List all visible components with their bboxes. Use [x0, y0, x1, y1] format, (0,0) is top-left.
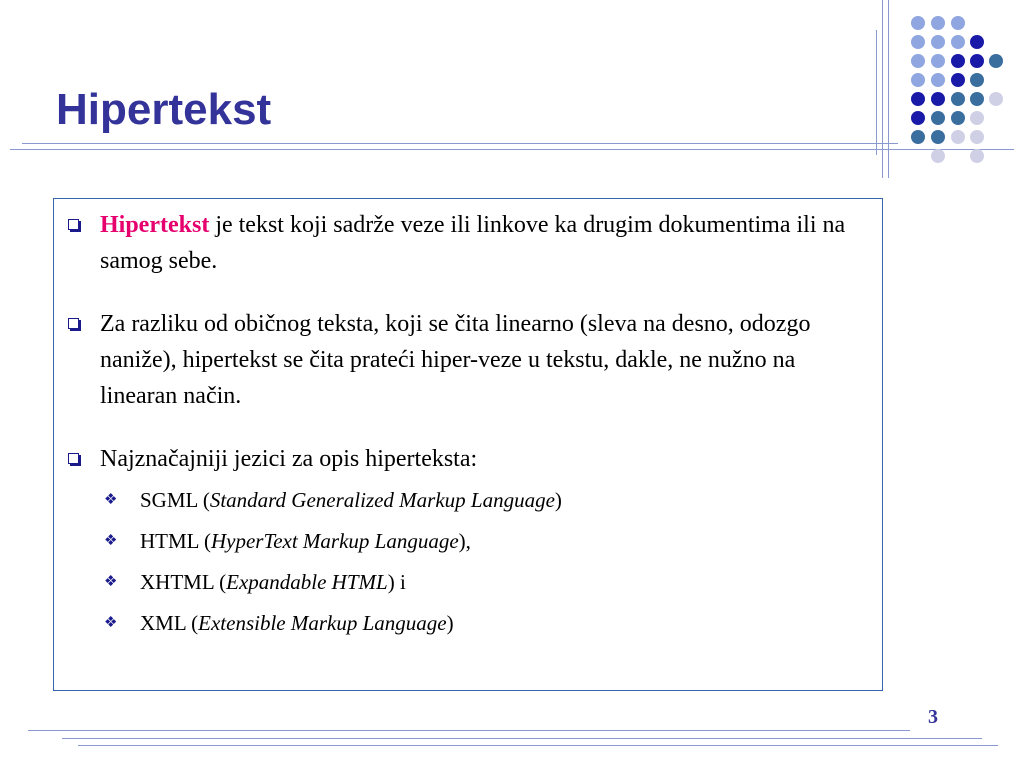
deco-vline-1	[876, 30, 877, 155]
highlight-term: Hipertekst	[100, 212, 210, 238]
footer-line-middle	[62, 738, 982, 739]
list-item-sgml: SGML (Standard Generalized Markup Language)	[140, 488, 562, 512]
deco-dot	[911, 54, 925, 68]
deco-dot	[931, 149, 945, 163]
deco-dot	[931, 16, 945, 30]
deco-vline-2	[882, 0, 883, 178]
paragraph-hypertext-definition	[100, 207, 870, 279]
deco-dot	[970, 54, 984, 68]
square-bullet-icon	[68, 318, 79, 329]
deco-dot	[951, 73, 965, 87]
deco-dot	[951, 54, 965, 68]
deco-dot	[970, 73, 984, 87]
title-divider-top	[22, 143, 898, 144]
deco-dot	[931, 35, 945, 49]
deco-dot	[931, 73, 945, 87]
deco-dot	[931, 54, 945, 68]
list-item-xml: XML (Extensible Markup Language)	[140, 611, 454, 635]
deco-dot	[931, 92, 945, 106]
list-item-html: HTML (HyperText Markup Language),	[140, 529, 471, 553]
paragraph-reading-mode: Za razliku od običnog teksta, koji se čita linearno (sleva na desno, odozgo naniže), hipertekst se čita prateći hiper-veze u tekstu, dakle, ne nužno na linearan način.	[100, 311, 811, 409]
deco-dot	[911, 35, 925, 49]
deco-dot	[970, 35, 984, 49]
diamond-bullet-icon: ❖	[104, 574, 118, 590]
deco-dot	[970, 92, 984, 106]
deco-dot	[911, 111, 925, 125]
title-divider-bottom	[10, 149, 1014, 150]
deco-dot	[931, 130, 945, 144]
deco-dot	[911, 92, 925, 106]
deco-dot	[951, 130, 965, 144]
deco-dot	[931, 111, 945, 125]
deco-dot	[970, 149, 984, 163]
deco-dot	[911, 130, 925, 144]
footer-line-top	[28, 730, 910, 731]
deco-dot	[951, 35, 965, 49]
deco-dot	[911, 16, 925, 30]
diamond-bullet-icon: ❖	[104, 533, 118, 549]
paragraph-languages-intro: Najznačajniji jezici za opis hiperteksta:	[100, 446, 478, 472]
paragraph-text: je tekst koji sadrže veze ili linkove ka drugim dokumentima ili na samog sebe.	[100, 212, 846, 274]
deco-dot	[951, 16, 965, 30]
diamond-bullet-icon: ❖	[104, 492, 118, 508]
square-bullet-icon	[68, 453, 79, 464]
slide-title: Hipertekst	[56, 85, 272, 134]
square-bullet-icon	[68, 219, 79, 230]
deco-dot	[970, 130, 984, 144]
deco-dot	[951, 92, 965, 106]
list-item-xhtml: XHTML (Expandable HTML) i	[140, 570, 406, 594]
deco-dot	[970, 111, 984, 125]
deco-dot	[989, 92, 1003, 106]
footer-line-bottom	[78, 745, 998, 746]
deco-dot	[911, 73, 925, 87]
deco-vline-3	[888, 0, 889, 178]
deco-dot	[989, 54, 1003, 68]
diamond-bullet-icon: ❖	[104, 615, 118, 631]
deco-dot	[951, 111, 965, 125]
page-number: 3	[928, 706, 938, 728]
